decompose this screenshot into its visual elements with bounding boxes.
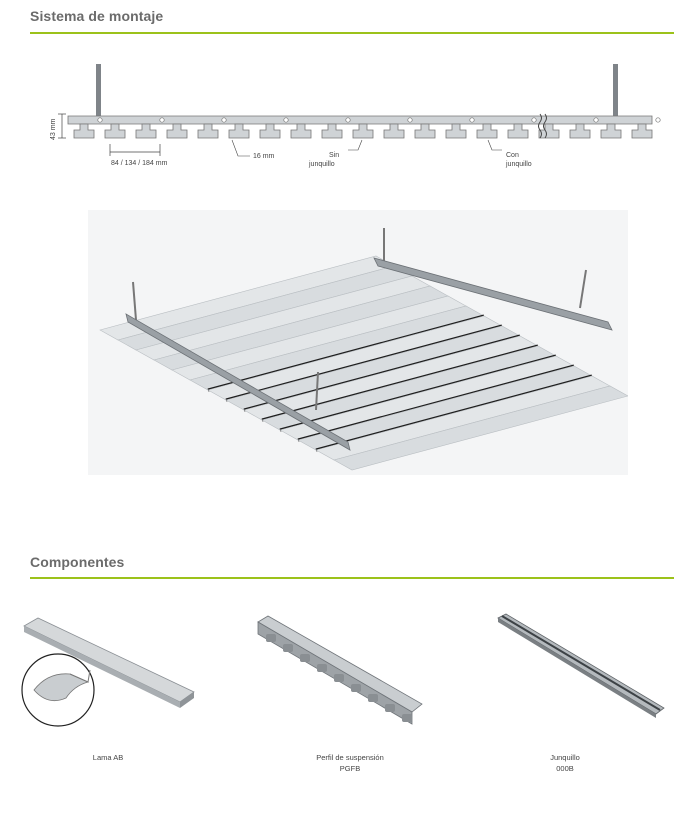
lama-ab-image: [18, 610, 198, 730]
component-caption-lama: [68, 752, 148, 763]
component-caption-junquillo: [530, 752, 600, 774]
with-strip-label-line1: Con: [506, 152, 519, 159]
gap-dimension-label: 16 mm: [253, 153, 275, 160]
with-strip-label-line2: junquillo: [506, 161, 532, 168]
section-title-montaje: Sistema de montaje: [30, 8, 164, 24]
hanger-rod-right: [613, 64, 618, 116]
component-code: 000B: [556, 764, 574, 773]
profile-cross-section-diagram: [40, 58, 670, 178]
ceiling-assembly-illustration: [88, 210, 628, 475]
section-divider: [30, 577, 674, 579]
component-name: Junquillo: [550, 753, 580, 762]
section-title-componentes: Componentes: [30, 554, 125, 570]
component-caption-perfil: [290, 752, 410, 774]
without-strip-label-line1: Sin: [329, 152, 340, 159]
component-name: Lama AB: [92, 753, 124, 762]
perfil-pgfb-image: [252, 612, 428, 730]
component-name: Perfil de suspensión: [316, 753, 384, 762]
hanger-rod-left: [96, 64, 101, 116]
component-code: PGFB: [339, 764, 361, 773]
without-strip-label-line2: junquillo: [309, 161, 335, 168]
spacing-dimension-label: 84 / 134 / 184 mm: [111, 160, 168, 167]
section-divider: [30, 32, 674, 34]
height-dimension-label: 43 mm: [50, 118, 57, 140]
junquillo-000b-image: [494, 610, 668, 720]
